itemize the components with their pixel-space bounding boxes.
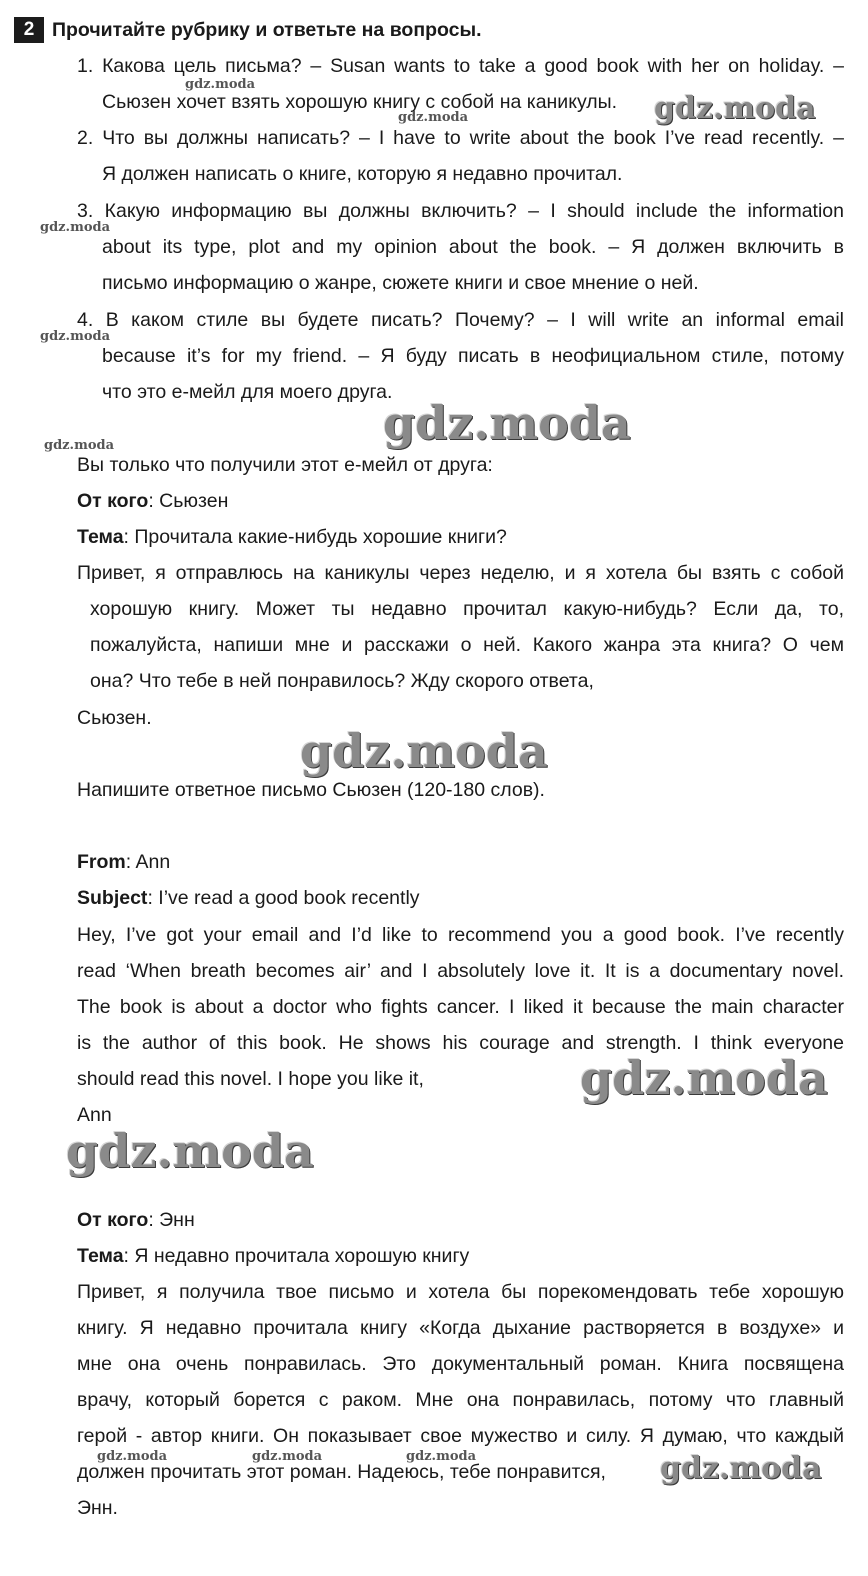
answer-4-line-1: 4. В каком стиле вы будете писать? Почему? – I will write an informal email [77,309,844,331]
watermark: gdz.moda [185,77,256,92]
reply-ru-from-line [77,1208,195,1232]
received-intro: Вы только что получили этот е-мейл от друга: [77,454,493,476]
reply-ru-body-line-5: герой - автор книги. Он показывает свое мужество и силу. Я думаю, что каждый [77,1425,844,1447]
reply-ru-body-line-3: мне она очень понравилась. Это документальный роман. Книга посвящена [77,1353,844,1375]
reply-ru-body-line-1: Привет, я получила твое письмо и хотела бы порекомендовать тебе хорошую [77,1281,844,1303]
received-from-line [77,489,228,513]
reply-ru-body-line-2: книгу. Я недавно прочитала книгу «Когда дыхание растворяется в воздухе» и [77,1317,844,1339]
task-heading: Прочитайте рубрику и ответьте на вопросы. [52,19,482,41]
received-body-line-3: пожалуйста, напиши мне и расскажи о ней. Какого жанра эта книга? О чем [90,634,844,656]
subject-value: : I’ve read a good book recently [147,887,420,909]
from-label: От кого [77,1209,149,1231]
received-body-line-1: Привет, я отправлюсь на каникулы через неделю, и я хотела бы взять с собой [77,562,844,584]
answer-2-line-2: Я должен написать о книге, которую я недавно прочитал. [102,163,623,185]
received-subject-line [77,525,507,549]
task-number-badge: 2 [14,17,44,43]
from-value: : Сьюзен [148,490,229,512]
watermark: gdz.moda [44,438,115,453]
answer-3-line-2: about its type, plot and my opinion about the book. – Я должен включить в [102,236,844,258]
from-value: : Ann [125,851,171,873]
reply-en-subject-line [77,886,420,910]
watermark: gdz.moda [66,1124,314,1178]
answer-4-line-3: что это е-мейл для моего друга. [102,381,393,403]
from-label: От кого [77,490,149,512]
subject-value: : Я недавно прочитала хорошую книгу [123,1245,470,1267]
received-body-line-4: она? Что тебе в ней понравилось? Жду скорого ответа, [90,670,594,692]
reply-en-body-line-1: Hey, I’ve got your email and I’d like to recommend you a good book. I’ve recently [77,924,844,946]
answer-3-line-1: 3. Какую информацию вы должны включить? – I should include the information [77,200,844,222]
answer-3-line-3: письмо информацию о жанре, сюжете книги и свое мнение о ней. [102,272,699,294]
watermark: gdz.moda [406,1449,477,1464]
reply-ru-subject-line [77,1244,469,1268]
reply-en-body-line-2: read ‘When breath becomes air’ and I absolutely love it. It is a documentary novel. [77,960,844,982]
answer-1-line-1: 1. Какова цель письма? – Susan wants to take a good book with her on holiday. – [77,55,844,77]
answer-4-line-2: because it’s for my friend. – Я буду писать в неофициальном стиле, потому [102,345,844,367]
reply-ru-signature: Энн. [77,1497,118,1519]
reply-en-from-line [77,850,170,874]
reply-en-body-line-5: should read this novel. I hope you like it, [77,1068,424,1090]
subject-label: Subject [77,887,148,909]
watermark: gdz.moda [654,91,816,126]
watermark: gdz.moda [660,1451,822,1486]
watermark: gdz.moda [40,329,111,344]
reply-ru-body-line-4: врачу, который борется с раком. Мне она понравилась, потому что главный [77,1389,844,1411]
watermark: gdz.moda [300,724,548,778]
watermark: gdz.moda [580,1051,828,1105]
watermark: gdz.moda [40,220,111,235]
watermark: gdz.moda [383,396,631,450]
subject-label: Тема [77,1245,124,1267]
answer-2-line-1: 2. Что вы должны написать? – I have to write about the book I’ve read recently. – [77,127,844,149]
answer-1-line-2: Сьюзен хочет взять хорошую книгу с собой на каникулы. [102,91,618,113]
instruction: Напишите ответное письмо Сьюзен (120-180 слов). [77,779,545,801]
received-signature: Сьюзен. [77,707,152,729]
from-label: From [77,851,126,873]
received-body-line-2: хорошую книгу. Может ты недавно прочитал какую-нибудь? Если да, то, [90,598,844,620]
subject-label: Тема [77,526,124,548]
watermark: gdz.moda [398,110,469,125]
reply-ru-body-line-6: должен прочитать этот роман. Надеюсь, тебе понравится, [77,1461,606,1483]
reply-en-body-line-4: is the author of this book. He shows his courage and strength. I think everyone [77,1032,844,1054]
subject-value: : Прочитала какие-нибудь хорошие книги? [123,526,507,548]
reply-en-signature: Ann [77,1104,112,1126]
watermark: gdz.moda [97,1449,168,1464]
reply-en-body-line-3: The book is about a doctor who fights cancer. I liked it because the main character [77,996,844,1018]
from-value: : Энн [148,1209,195,1231]
watermark: gdz.moda [252,1449,323,1464]
